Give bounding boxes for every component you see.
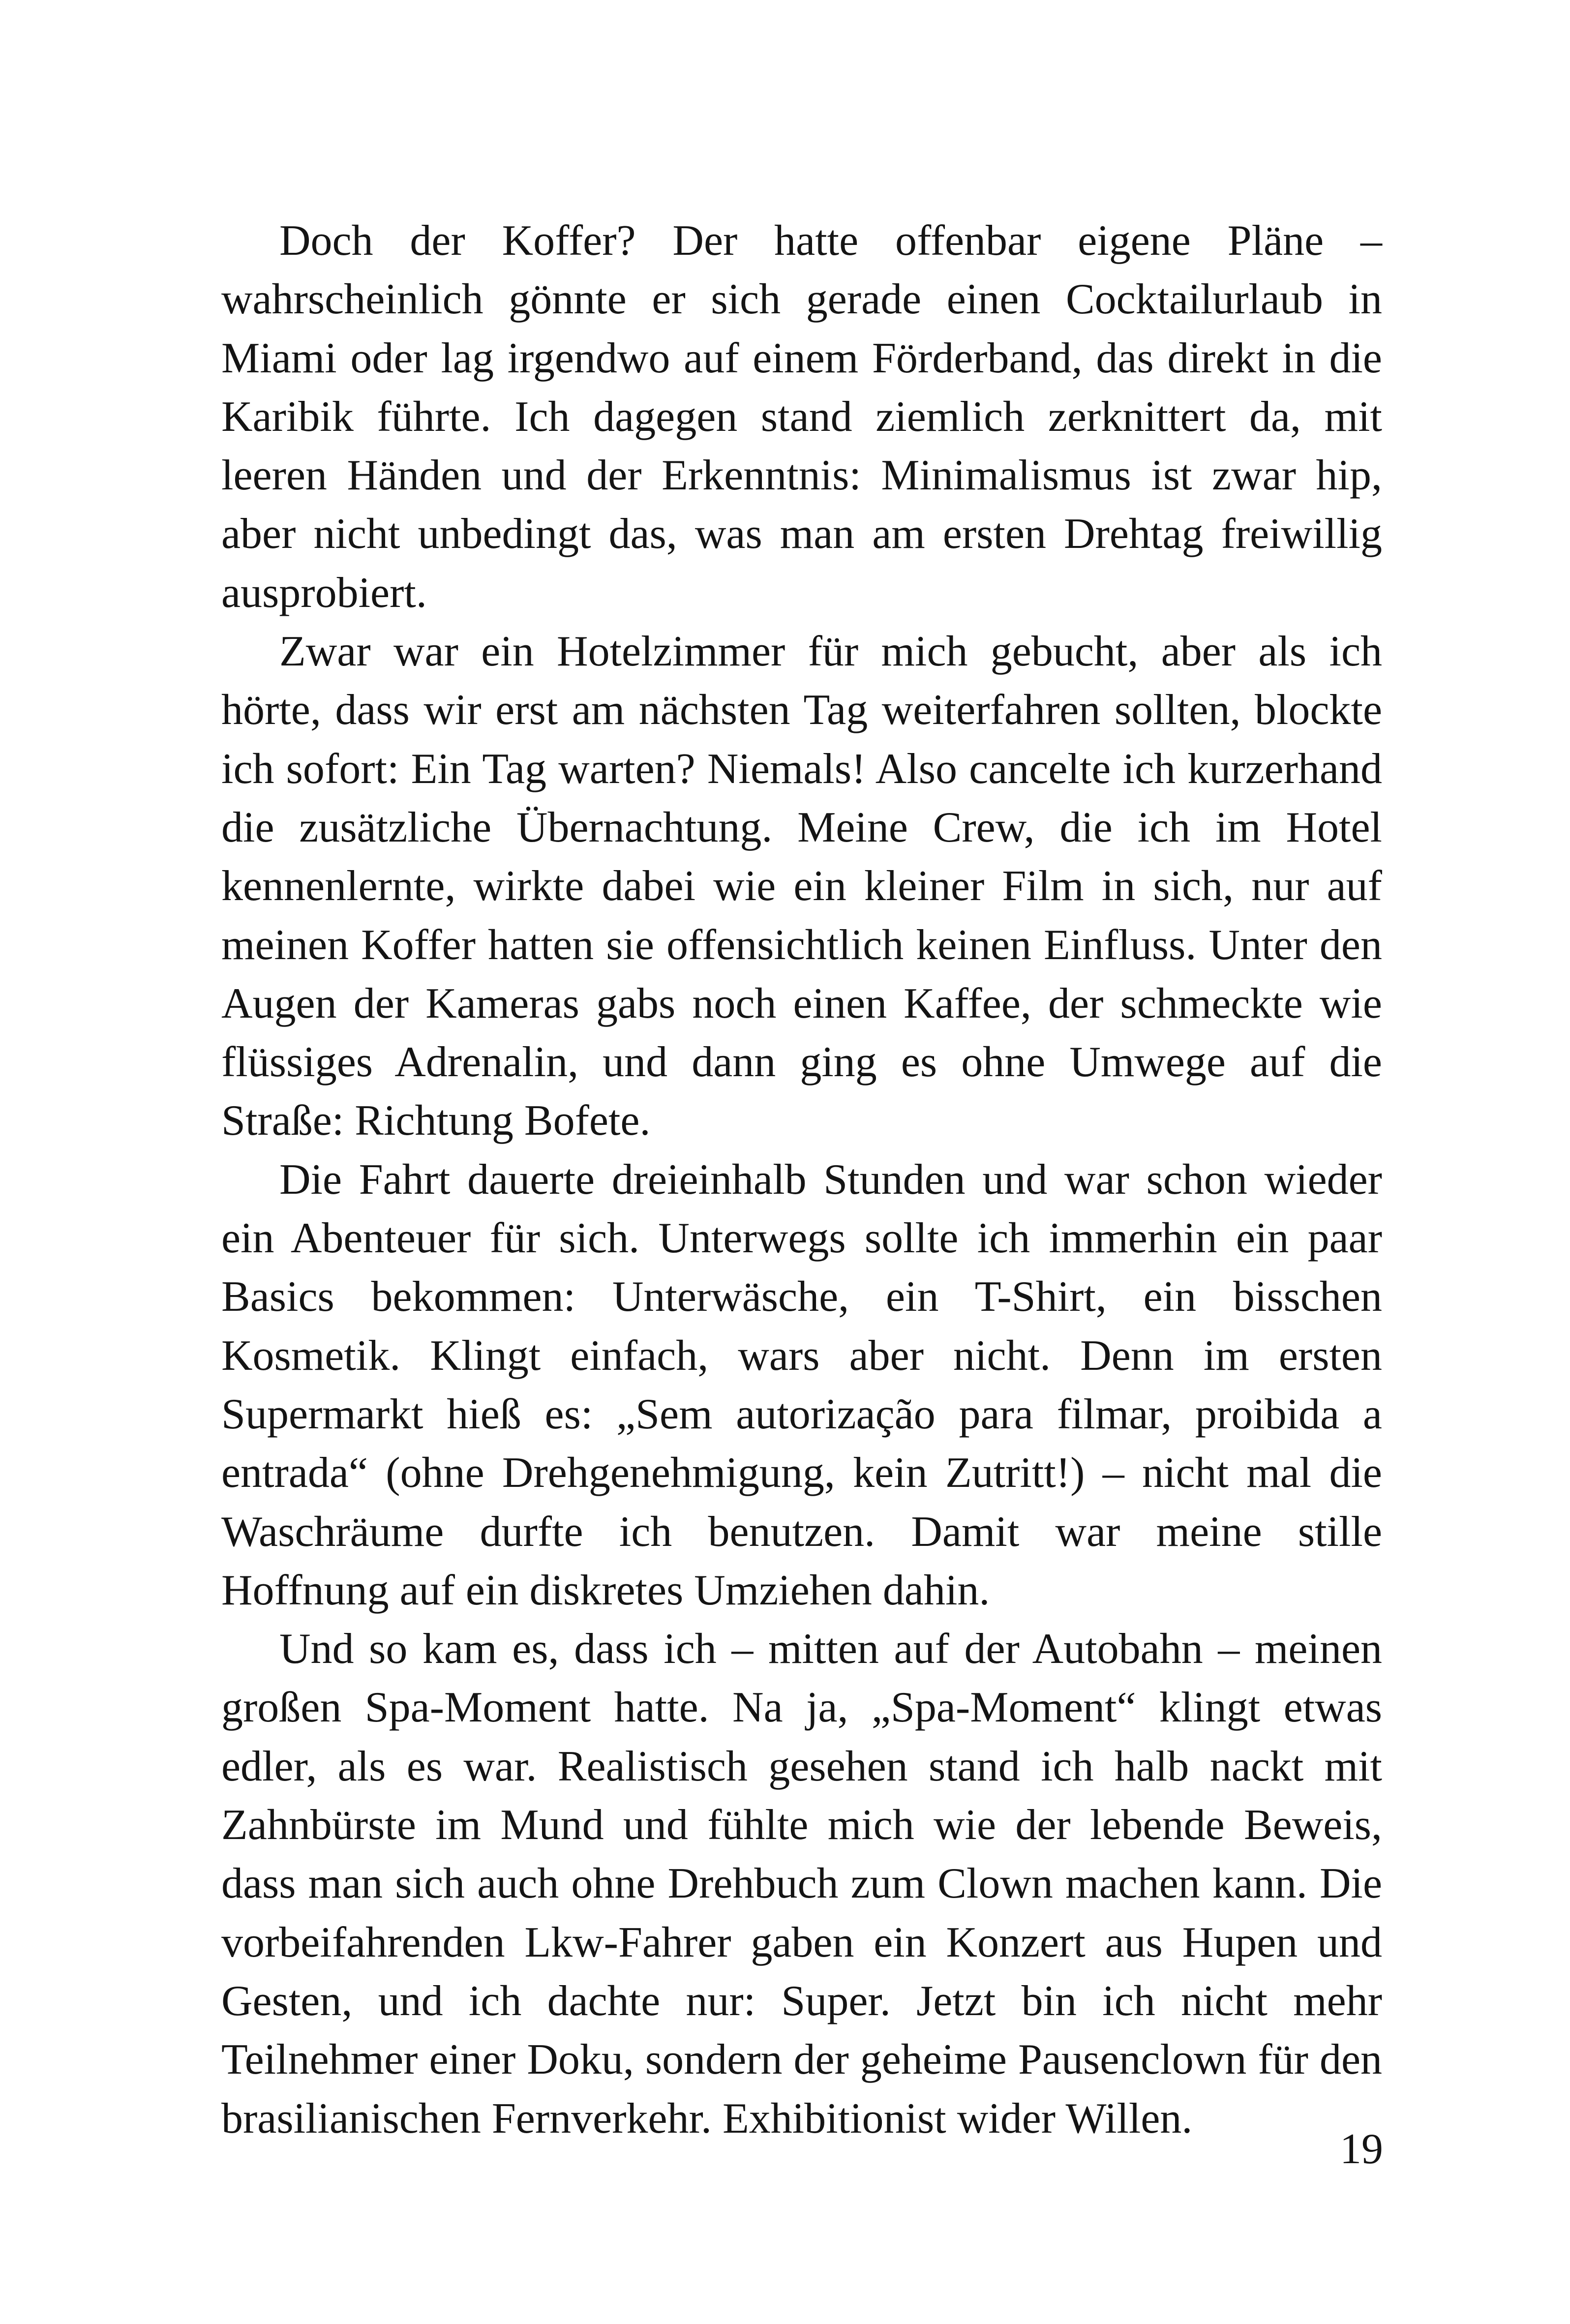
body-text bbox=[221, 211, 1382, 2148]
paragraph-2: Zwar war ein Hotelzimmer für mich gebucht, aber als ich hörte, dass wir erst am nächsten Tag weiterfahren sollten, blockte ich sofort: Ein Tag warten? Niemals! Also cancelte ich kurzerhand die zusätzliche Übernachtung. Meine Crew, die ich im Hotel kennenlernte, wirkte dabei wie ein kleiner Film in sich, nur auf meinen Koffer hatten sie offensichtlich keinen Einfluss. Unter den Augen der Kameras gabs noch einen Kaffee, der schmeckte wie flüssiges Adrenalin, und dann ging es ohne Umwege auf die Straße: Richtung Bofete. bbox=[221, 628, 1382, 1145]
page-number: 19 bbox=[1340, 2125, 1383, 2173]
paragraph-3: Die Fahrt dauerte dreieinhalb Stunden und war schon wieder ein Abenteuer für sich. Unterwegs sollte ich immerhin ein paar Basics bekommen: Unterwäsche, ein T-Shirt, ein bisschen Kosmetik. Klingt einfach, wars aber nicht. Denn im ersten Supermarkt hieß es: „Sem autorização para filmar, proibida a entrada“ (ohne Drehgenehmigung, kein Zutritt!) – nicht mal die Waschräume durfte ich benutzen. Damit war meine stille Hoffnung auf ein diskretes Umziehen dahin. bbox=[221, 1155, 1382, 1614]
paragraph-1: Doch der Koffer? Der hatte offenbar eigene Pläne – wahrscheinlich gönnte er sich gerade einen Cocktailurlaub in Miami oder lag irgendwo auf einem Förderband, das direkt in die Karibik führte. Ich dagegen stand ziemlich zerknittert da, mit leeren Händen und der Erkenntnis: Minimalismus ist zwar hip, aber nicht unbedingt das, was man am ersten Drehtag freiwillig ausprobiert. bbox=[221, 217, 1382, 617]
paragraph-4: Und so kam es, dass ich – mitten auf der Autobahn – meinen großen Spa-Moment hatte. Na ja, „Spa-Moment“ klingt etwas edler, als es war. Realistisch gesehen stand ich halb nackt mit Zahnbürste im Mund und fühlte mich wie der lebende Beweis, dass man sich auch ohne Drehbuch zum Clown machen kann. Die vorbeifahrenden Lkw-Fahrer gaben ein Konzert aus Hupen und Gesten, und ich dachte nur: Super. Jetzt bin ich nicht mehr Teilnehmer einer Doku, sondern der geheime Pausenclown für den brasilianischen Fernverkehr. Exhibitionist wider Willen. bbox=[221, 1625, 1382, 2143]
